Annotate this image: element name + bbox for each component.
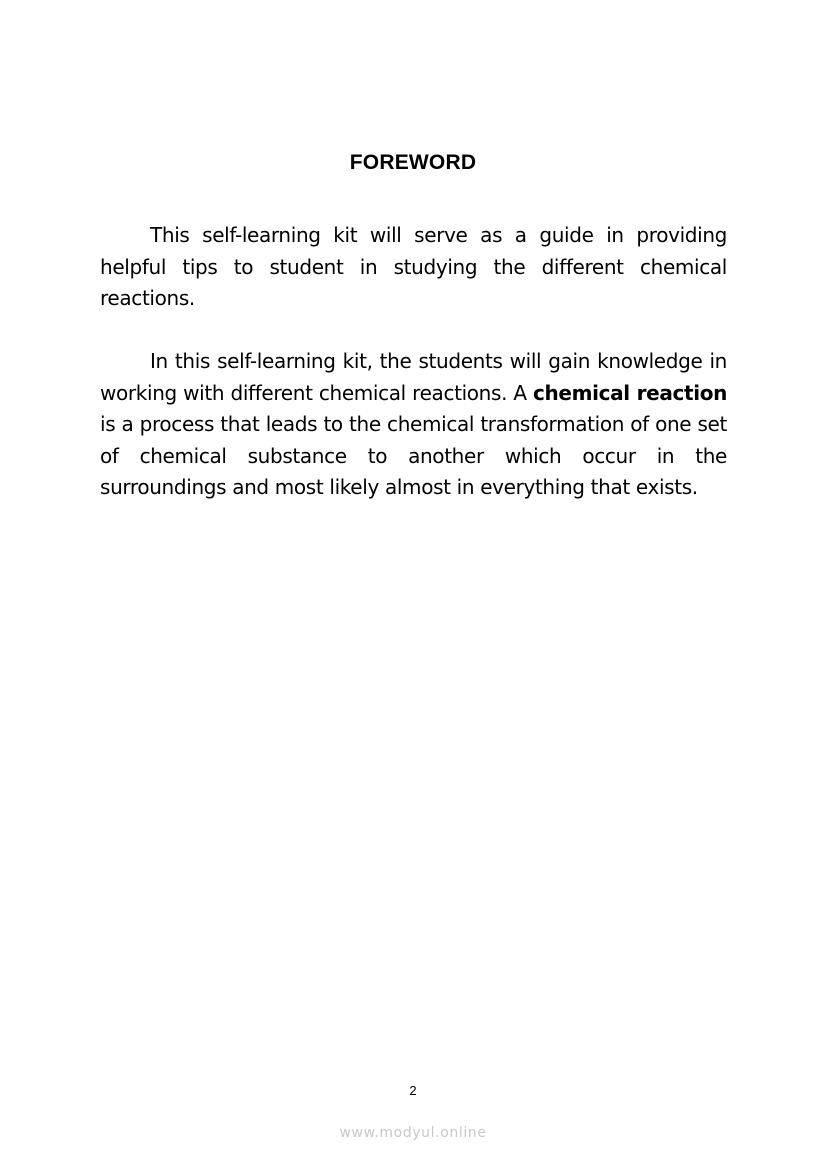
page-title: FOREWORD (349, 151, 477, 174)
watermark: www.modyul.online (339, 1125, 487, 1141)
paragraph-intro-text: This self-learning kit will serve as a guide in providing helpful tips to student in studying the different chemical reactions. (100, 223, 727, 310)
paragraph-definition (100, 346, 727, 504)
defined-term: chemical reaction (532, 380, 727, 405)
page-number: 2 (409, 1083, 417, 1098)
paragraph-intro (100, 220, 727, 315)
paragraph-definition-rest: is a process that leads to the chemical transformation of one set of chemical substance to another which occur in the surroundings and most likely almost in everything that exists. (100, 412, 727, 499)
paragraph-definition-lead: In this self-learning kit, the students will gain knowledge in working with different chemical reactions. A (100, 349, 727, 405)
